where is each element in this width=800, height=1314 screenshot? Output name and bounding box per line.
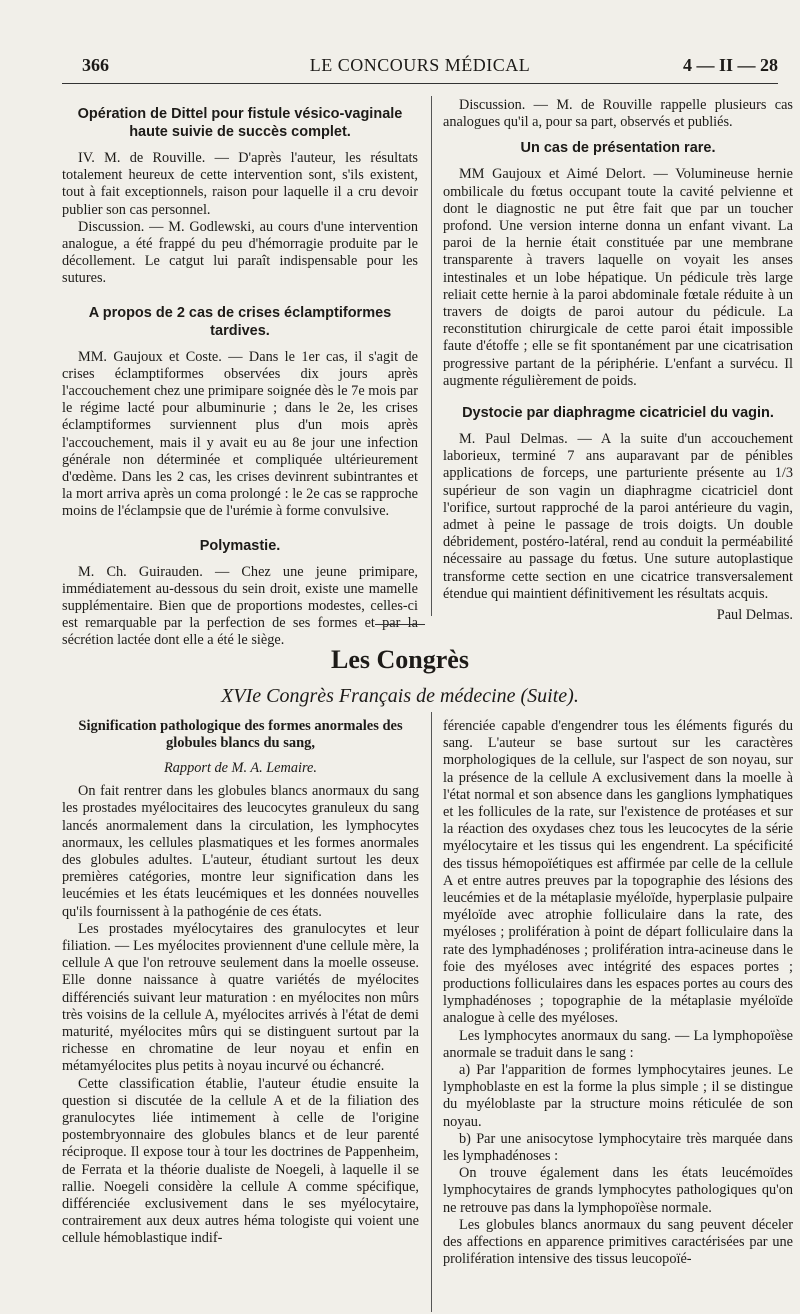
journal-title: LE CONCOURS MÉDICAL [309,55,531,75]
paragraph: a) Par l'apparition de formes lymphocytaires jeunes. Le lymphoblaste en est la forme la plus simple ; il se distingue du myéloblaste par la structure moins réticulée de son noyau. [443,1062,793,1130]
column-divider [431,96,432,616]
paragraph: MM Gaujoux et Aimé Delort. — Volumineuse hernie ombilicale du fœtus occupant toute la cavité pelvienne et dont le diagnostic ne put être fait que par un toucher profond. Une version interne donna un enfant vivant. La paroi de la hernie était constituée par une membrane transparente à travers laquelle on voyait les anses intestinales et un lobe hépatique. Un pédicule très large reliait cette hernie à la paroi abdominale fœtale réduite à un travers de doigts de paroi autour du pédicule. La reconstitution chirurgicale de cette paroi était impossible faute d'étoffe ; elle se fit spontanément par une cicatrisation progressive partant de la périphérie. L'enfant a survécu. Il augmente régulièrement de poids. [443,166,793,389]
section-title: Polymastie. [199,537,281,554]
signature: Paul Delmas. [716,607,793,624]
paragraph: Les globules blancs anormaux du sang peuvent déceler des affections en apparence primitives caractérisées par une prolifération intensive des tissus leucopoïé- [443,1216,793,1268]
issue-date: 4 — II — 28 [682,55,778,75]
right-column-bottom [443,718,793,1269]
paragraph: Discussion. — M. de Rouville rappelle plusieurs cas analogues qu'il a, pour sa part, observés et publiés. [443,97,793,131]
paragraph: M. Paul Delmas. — A la suite d'un accouchement laborieux, terminé 7 ans auparavant par de pénibles applications de forceps, une parturiente présente au 1/3 supérieur de son vagin un diaphragme cicatriciel dont l'orifice, surtout rapproché de la paroi antérieure du vagin, admet à peine le passage de trois doigts. Un double débridement, postéro-latéral, rend au conduit la perméabilité nécessaire au passage du fœtus. Une suture autoplastique transforme cette section en une cicatrice transversalement étendue qui maintient définitivement les résultats acquis. [443,431,793,602]
section-rule [375,624,425,625]
section-title: Dystocie par diaphragme cicatriciel du vagin. [462,405,774,422]
article-title: Signification pathologique des formes anormales des globules blancs du sang, [78,718,403,751]
column-divider [431,712,432,1312]
paragraph: IV. M. de Rouville. — D'après l'auteur, les résultats totalement heureux de cette intervention sont, s'ils existent, tout à fait exceptionnels, raison pour laquelle il a cru devoir publier son cas personnel. [62,150,418,218]
right-column-top [443,97,793,624]
section-subtitle: XVIe Congrès Français de médecine (Suite). [221,685,579,707]
left-column-bottom [62,718,419,1248]
rapport-byline: Rapport de M. A. Lemaire. [164,760,317,776]
paragraph: Les lymphocytes anormaux du sang. — La lymphopoïèse anormale se traduit dans le sang : [443,1027,793,1061]
paragraph: b) Par une anisocytose lymphocytaire très marquée dans les lymphadénoses : [443,1130,793,1165]
header-rule [62,83,778,84]
paragraph: Cette classification établie, l'auteur étudie ensuite la question si discutée de la cellule A et de la filiation des granulocytes liée intimement à celle de l'origine postembryonnaire des globules blancs et de leur parenté réciproque. Il expose tour à tour les doctrines de Pappenheim, de Ferrata et la théorie dualiste de Noegeli, à laquelle il se rallie. Noegeli considère la cellule A comme spécifique, différenciée exclusivement dans le ses myélocytaire, contrairement aux deux autres héma tologiste qui voient une cellule hémoblastique indif- [62,1075,419,1247]
page-header [62,55,778,79]
section-title: Opération de Dittel pour fistule vésico-vaginale haute suivie de succès complet. [77,106,403,140]
section-heading: Les Congrès [331,645,469,674]
paragraph: Discussion. — M. Godlewski, au cours d'une intervention analogue, a été frappé du peu d'hémorragie produite par le décollement. Le catgut lui paraît indispensable pour les sutures. [62,218,418,287]
paragraph: M. Ch. Guirauden. — Chez une jeune primipare, immédiatement au-dessous du sein droit, existe une mamelle supplémentaire. Bien que de proportions modestes, celles-ci est remarquable par la perfection de ses formes et par la sécrétion lactée dont elle a été le siège. [62,563,418,649]
paragraph: On trouve également dans les états leucémoïdes lymphocytaires de grands lymphocytes pathologiques qu'on ne retrouve pas dans la lymphopoïèse normale. [443,1165,793,1216]
section-title: A propos de 2 cas de crises éclamptiformes tardives. [88,304,392,339]
paragraph: On fait rentrer dans les globules blancs anormaux du sang les prostades myélocitaires des leucocytes granuleux du sang lancés anormalement dans la circulation, les lymphocytes anormaux, les cellules plasmatiques et les formes anormales des globules adultes. L'auteur, étudiant surtout les deux premières catégories, montre leur signification dans les leucémies et les états leucémiques et les données nouvelles qu'ils fournissent à la pathogénie de ces états. [62,783,419,920]
paragraph: Les prostades myélocytaires des granulocytes et leur filiation. — Les myélocites proviennent d'une cellule mère, la cellule A que l'on retrouve seulement dans la moelle osseuse. Elle donne naissance à quatre variétés de myélocites différenciés suivant leur maturation : en myélocites non mûrs très voisins de la cellule A, myélocites arrivés à l'état de demi maturité, myélocites mûrs qui se distinguent surtout par la richesse en chromatine de leur noyau et enfin en métamyélocites plus petits à noyau incurvé ou échancré. [62,920,419,1075]
left-column-top [62,97,418,650]
paragraph: MM. Gaujoux et Coste. — Dans le 1er cas, il s'agit de crises éclamptiformes observées dix jours après l'accouchement chez une primipare soignée dès le 7e mois par le régime lacté pour albuminurie ; dans le 2e, les crises éclamptiformes surviennent plus d'un mois après l'accouchement, mais il y avait eu au 8e jour une infection générale non déterminée et compliquée ultérieurement d'œdème. Dans les 2 cas, les crises devinrent subintrantes et la mort arriva après un coma prolongé : le 2e cas se rapproche moins de l'éclampsie que de l'urémie à forme convulsive. [62,348,418,520]
page-number: 366 [82,55,109,75]
section-title: Un cas de présentation rare. [520,140,716,157]
paragraph: férenciée capable d'engendrer tous les éléments figurés du sang. L'auteur se base surtout sur les caractères morphologiques de la cellule, sur l'aspect de son noyau, sur la présence de la cellule A exclusivement dans la moelle à l'état normal et son absence dans les ganglions lymphatiques et les follicules de la rate, sur l'existence de protéases et sur la réaction des oxydases chez tous les leucocytes de la série myélocytaire et les tissus qui les engendrent. La spécificité des tissus hémopoïétiques est affirmée par celle de la cellule A et entre autres preuves par la topographie des lésions des leucémies et de la métaplasie myéloïde, hyperplasie pulpaire myéloïde avec atrophie folliculaire dans la rate, des myéloses ; prolifération à point de départ folliculaire dans la rate des lymphadénoses ; prolifération intra-acineuse dans le foie des myéloses avec intégrité des espaces portes ; productions folliculaires dans les espaces portes au cours des lymphadénoses ; topographie de la métaplasie myéloïde analogue à celle des myéloses. [443,718,793,1027]
